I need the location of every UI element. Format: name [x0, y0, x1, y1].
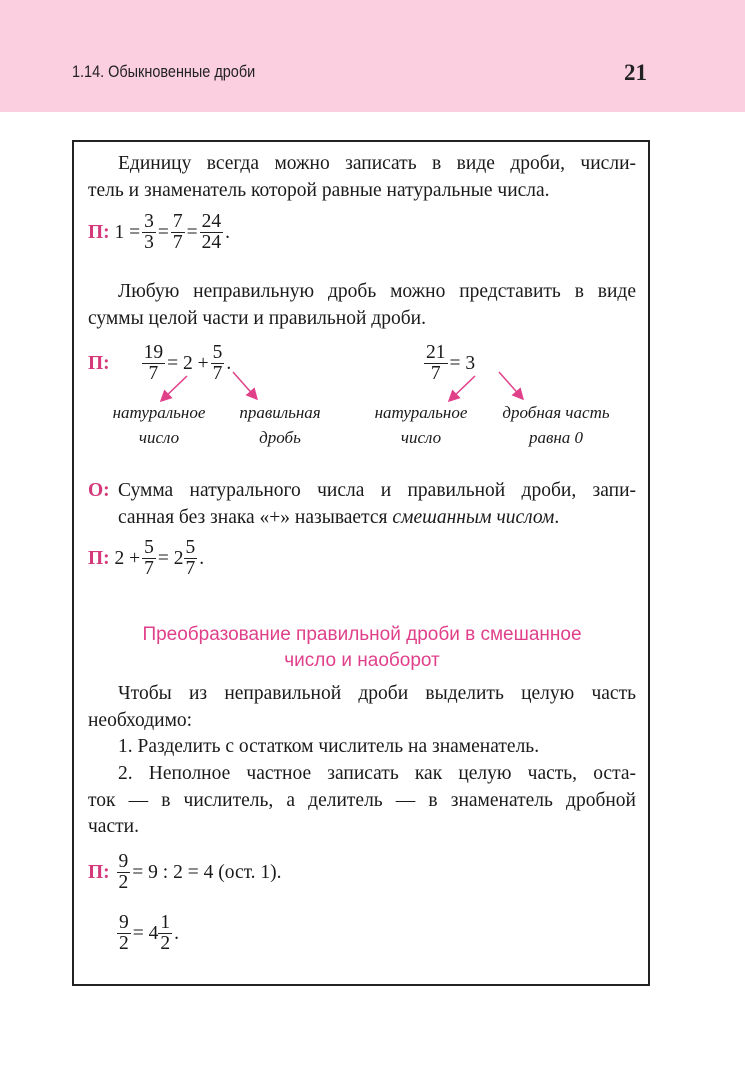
- text: 1 =: [114, 221, 141, 243]
- definition-line1: Сумма натурального числа и правильной дроби, запи-: [118, 480, 636, 501]
- annotation: натуральное число: [374, 403, 468, 447]
- example-label: П:: [88, 861, 110, 883]
- annotation: дробная часть равна 0: [502, 403, 610, 447]
- fraction: $\frac{5}{7}$: [185, 537, 196, 579]
- section-title: 1.14. Обыкновенные дроби: [72, 62, 256, 81]
- step-2-line3: части.: [88, 816, 139, 837]
- text: .: [226, 352, 232, 374]
- text: .: [199, 547, 205, 569]
- example-label: П:: [88, 221, 110, 243]
- para2-line2: суммы целой части и правильной дроби.: [88, 308, 426, 329]
- text: .: [174, 922, 179, 944]
- example-5: [115, 913, 179, 954]
- fraction: $\frac{3}{3}$: [144, 211, 154, 253]
- fraction: $\frac{19}{7}$: [143, 342, 164, 384]
- step-2-line1: 2. Неполное частное записать как целую часть, оста-: [118, 763, 636, 784]
- fraction: $\frac{9}{2}$: [119, 912, 129, 954]
- section-heading: Преобразование правильной дроби в смешанное число и наоборот: [142, 624, 582, 671]
- para1-line1: Единицу всегда можно записать в виде дроби, числи-: [118, 153, 636, 174]
- example-1: П: 1 = $\frac{3}{3}$ = $\frac{7}{7}$ = $\frac{24}{24}$ .: [88, 211, 231, 253]
- example-4: [88, 852, 282, 893]
- definition-line2: санная без знака «+» называется смешанным числом.: [118, 507, 560, 528]
- step-2-line2: ток — в числитель, а делитель — в знаменатель дробной: [88, 790, 636, 811]
- example-3: [88, 538, 204, 579]
- fraction: $\frac{24}{24}$: [201, 211, 222, 253]
- arrow-icon: [233, 372, 256, 398]
- para3-line2: необходимо:: [88, 710, 193, 731]
- arrow-icon: [450, 376, 475, 400]
- page-number: 21: [624, 60, 647, 85]
- arrow-icon: [162, 376, 187, 400]
- fraction: $\frac{1}{2}$: [160, 912, 171, 954]
- text: = 2 +: [167, 352, 209, 374]
- text: = 9 : 2 = 4 (ост. 1).: [132, 861, 282, 883]
- fraction: $\frac{5}{7}$: [144, 537, 154, 579]
- para2-line1: Любую неправильную дробь можно представить в виде: [118, 281, 636, 302]
- text: = 3: [449, 352, 476, 374]
- arrows: [0, 0, 745, 420]
- fraction: $\frac{21}{7}$: [426, 342, 446, 384]
- example-label: П:: [88, 352, 110, 374]
- step-1: 1. Разделить с остатком числитель на знаменатель.: [118, 736, 540, 757]
- annotation: натуральное число: [112, 403, 206, 447]
- definition-label: О:: [88, 480, 110, 501]
- annotation: правильная дробь: [239, 403, 321, 447]
- fraction: $\frac{7}{7}$: [172, 211, 183, 253]
- text: = 4: [132, 922, 159, 944]
- fraction: $\frac{9}{2}$: [118, 851, 129, 893]
- example-label: П:: [88, 547, 110, 569]
- fraction: $\frac{5}{7}$: [212, 342, 223, 384]
- para3-line1: Чтобы из неправильной дроби выделить целую часть: [118, 683, 636, 704]
- text: = 2: [157, 547, 184, 569]
- arrow-icon: [499, 372, 522, 398]
- text: 2 +: [114, 547, 141, 569]
- para1-line2: тель и знаменатель которой равные натуральные числа.: [88, 180, 550, 201]
